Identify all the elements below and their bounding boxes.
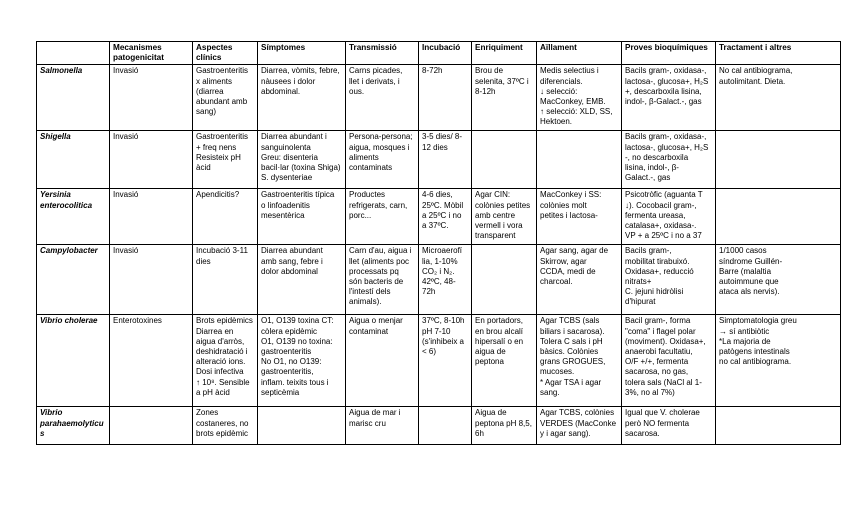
- table-cell: [472, 131, 537, 189]
- header-row: [37, 42, 841, 65]
- table-cell: Aigua o menjar contaminat: [346, 315, 419, 407]
- table-cell: Psicotròfic (aguanta T ↓). Cocobacil gram-, fermenta ureasa, catalasa+, oxidasa-. VP + a 25ºC i no a 37: [622, 189, 716, 245]
- organism-name: Yersinia enterocolitica: [37, 189, 110, 245]
- table-cell: Simptomatologia greu → sí antibiòtic *La majoria de patògens intestinals no cal antibiograma.: [716, 315, 841, 407]
- organism-name: Salmonella: [37, 65, 110, 131]
- header-cell: Incubació: [419, 42, 472, 65]
- table-cell: Brou de selenita, 37ºC i 8-12h: [472, 65, 537, 131]
- table-cell: Diarrea, vòmits, febre, nàusees i dolor abdominal.: [258, 65, 346, 131]
- organism-name: Vibrio parahaemolyticus: [37, 407, 110, 445]
- table-cell: Gastroenteritis + freq nens Resisteix pH àcid: [193, 131, 258, 189]
- table-cell: Gastroenteritis x aliments (diarrea abundant amb sang): [193, 65, 258, 131]
- organism-name: Campylobacter: [37, 245, 110, 315]
- table-cell: [716, 131, 841, 189]
- table-cell: Invasió: [110, 189, 193, 245]
- table-cell: Bacils gram-, oxidasa-, lactosa-, glucosa+, H₂S -, no descarboxila lisina, indol-, β- Galact.-, gas: [622, 131, 716, 189]
- table-cell: En portadors, en brou alcalí hipersalí o en aigua de peptona: [472, 315, 537, 407]
- table-cell: Brots epidèmics Diarrea en aigua d'arròs, deshidratació i alteració ions. Dosi infectiva ↑ 10⁸. Sensible a pH àcid: [193, 315, 258, 407]
- table-cell: Incubació 3-11 dies: [193, 245, 258, 315]
- table-cell: Carn d'au, aigua i llet (aliments poc processats pq són bacteris de l'intestí dels animals).: [346, 245, 419, 315]
- table-cell: O1, O139 toxina CT: còlera epidèmic O1, O139 no toxina: gastroenteritis No O1, no O139: gastroenteritis, inflam. teixits tous i septicèmia: [258, 315, 346, 407]
- header-cell: Símptomes: [258, 42, 346, 65]
- header-cell: Transmissió: [346, 42, 419, 65]
- table-row: [37, 131, 841, 189]
- table-cell: Invasió: [110, 131, 193, 189]
- table-cell: Invasió: [110, 65, 193, 131]
- table-cell: Bacil gram-, forma "coma" i flagel polar (moviment). Oxidasa+, anaerobi facultatiu, O/F +/+, fermenta sacarosa, no gas, tolera sals (NaCl al 1- 3%, no al 7%): [622, 315, 716, 407]
- table-cell: 37ºC, 8-10h pH 7-10 (s'inhibeix a < 6): [419, 315, 472, 407]
- table-row: [37, 315, 841, 407]
- table-cell: No cal antibiograma, autolimitant. Dieta.: [716, 65, 841, 131]
- table-cell: [716, 189, 841, 245]
- table-cell: Apendicitis?: [193, 189, 258, 245]
- table-cell: [716, 407, 841, 445]
- table-cell: Diarrea abundant i sanguinolenta Greu: disenteria bacil·lar (toxina Shiga) S. dysenteriae: [258, 131, 346, 189]
- table-row: [37, 407, 841, 445]
- table-cell: Carns picades, llet i derivats, i ous.: [346, 65, 419, 131]
- table-cell: [537, 131, 622, 189]
- table-cell: Productes refrigerats, carn, porc...: [346, 189, 419, 245]
- header-cell: Mecanismes patogenicitat: [110, 42, 193, 65]
- table-cell: 3-5 dies/ 8- 12 dies: [419, 131, 472, 189]
- table-cell: Persona-persona; aigua, mosques i aliments contaminats: [346, 131, 419, 189]
- table-cell: Invasió: [110, 245, 193, 315]
- microbiology-table: [36, 41, 841, 445]
- table-cell: Agar TCBS (sals biliars i sacarosa). Tolera C sals i pH bàsics. Colònies grans GROGUES, mucoses. * Agar TSA i agar sang.: [537, 315, 622, 407]
- table-cell: Agar CIN: colònies petites amb centre vermell i vora transparent: [472, 189, 537, 245]
- table-cell: Aigua de mar i marisc cru: [346, 407, 419, 445]
- table-cell: 1/1000 casos síndrome Guillén- Barre (malaltia autoimmune que ataca als nervis).: [716, 245, 841, 315]
- organism-name: Shigella: [37, 131, 110, 189]
- table-cell: Igual que V. cholerae però NO fermenta sacarosa.: [622, 407, 716, 445]
- table-row: [37, 189, 841, 245]
- table-cell: Enterotoxines: [110, 315, 193, 407]
- table-cell: Gastroenteritis típica o linfoadenitis mesentèrica: [258, 189, 346, 245]
- table-cell: Diarrea abundant amb sang, febre i dolor abdominal: [258, 245, 346, 315]
- header-cell: Aspectes clínics: [193, 42, 258, 65]
- header-cell: Proves bioquímiques: [622, 42, 716, 65]
- table-cell: Bacils gram-, mobilitat tirabuixó. Oxidasa+, reducció nitrats+ C. jejuni hidròlisi d'hipurat: [622, 245, 716, 315]
- table-cell: Medis selectius i diferencials. ↓ selecció: MacConkey, EMB. ↑ selecció: XLD, SS, Hektoen.: [537, 65, 622, 131]
- table-cell: [110, 407, 193, 445]
- table-cell: Zones costaneres, no brots epidèmic: [193, 407, 258, 445]
- table-cell: Bacils gram-, oxidasa-, lactosa-, glucosa+, H₂S +, descarboxila lisina, indol-, β-Galact.-, gas: [622, 65, 716, 131]
- organism-name: Vibrio cholerae: [37, 315, 110, 407]
- table-row: [37, 65, 841, 131]
- table-cell: 8-72h: [419, 65, 472, 131]
- header-cell: Aïllament: [537, 42, 622, 65]
- table-cell: Agar TCBS, colònies VERDES (MacConke y i agar sang).: [537, 407, 622, 445]
- header-cell: [37, 42, 110, 65]
- table-cell: [472, 245, 537, 315]
- table-cell: [419, 407, 472, 445]
- table-cell: 4-6 dies, 25ºC. Mòbil a 25ºC i no a 37ºC.: [419, 189, 472, 245]
- header-cell: Tractament i altres: [716, 42, 841, 65]
- table-cell: Aigua de peptona pH 8,5, 6h: [472, 407, 537, 445]
- table-cell: Microaerofí lia, 1-10% CO₂ i N₂. 42ºC, 48- 72h: [419, 245, 472, 315]
- table-cell: Agar sang, agar de Skirrow, agar CCDA, medi de charcoal.: [537, 245, 622, 315]
- table-row: [37, 245, 841, 315]
- table-cell: [258, 407, 346, 445]
- table-cell: MacConkey i SS: colònies molt petites i lactosa-: [537, 189, 622, 245]
- header-cell: Enriquiment: [472, 42, 537, 65]
